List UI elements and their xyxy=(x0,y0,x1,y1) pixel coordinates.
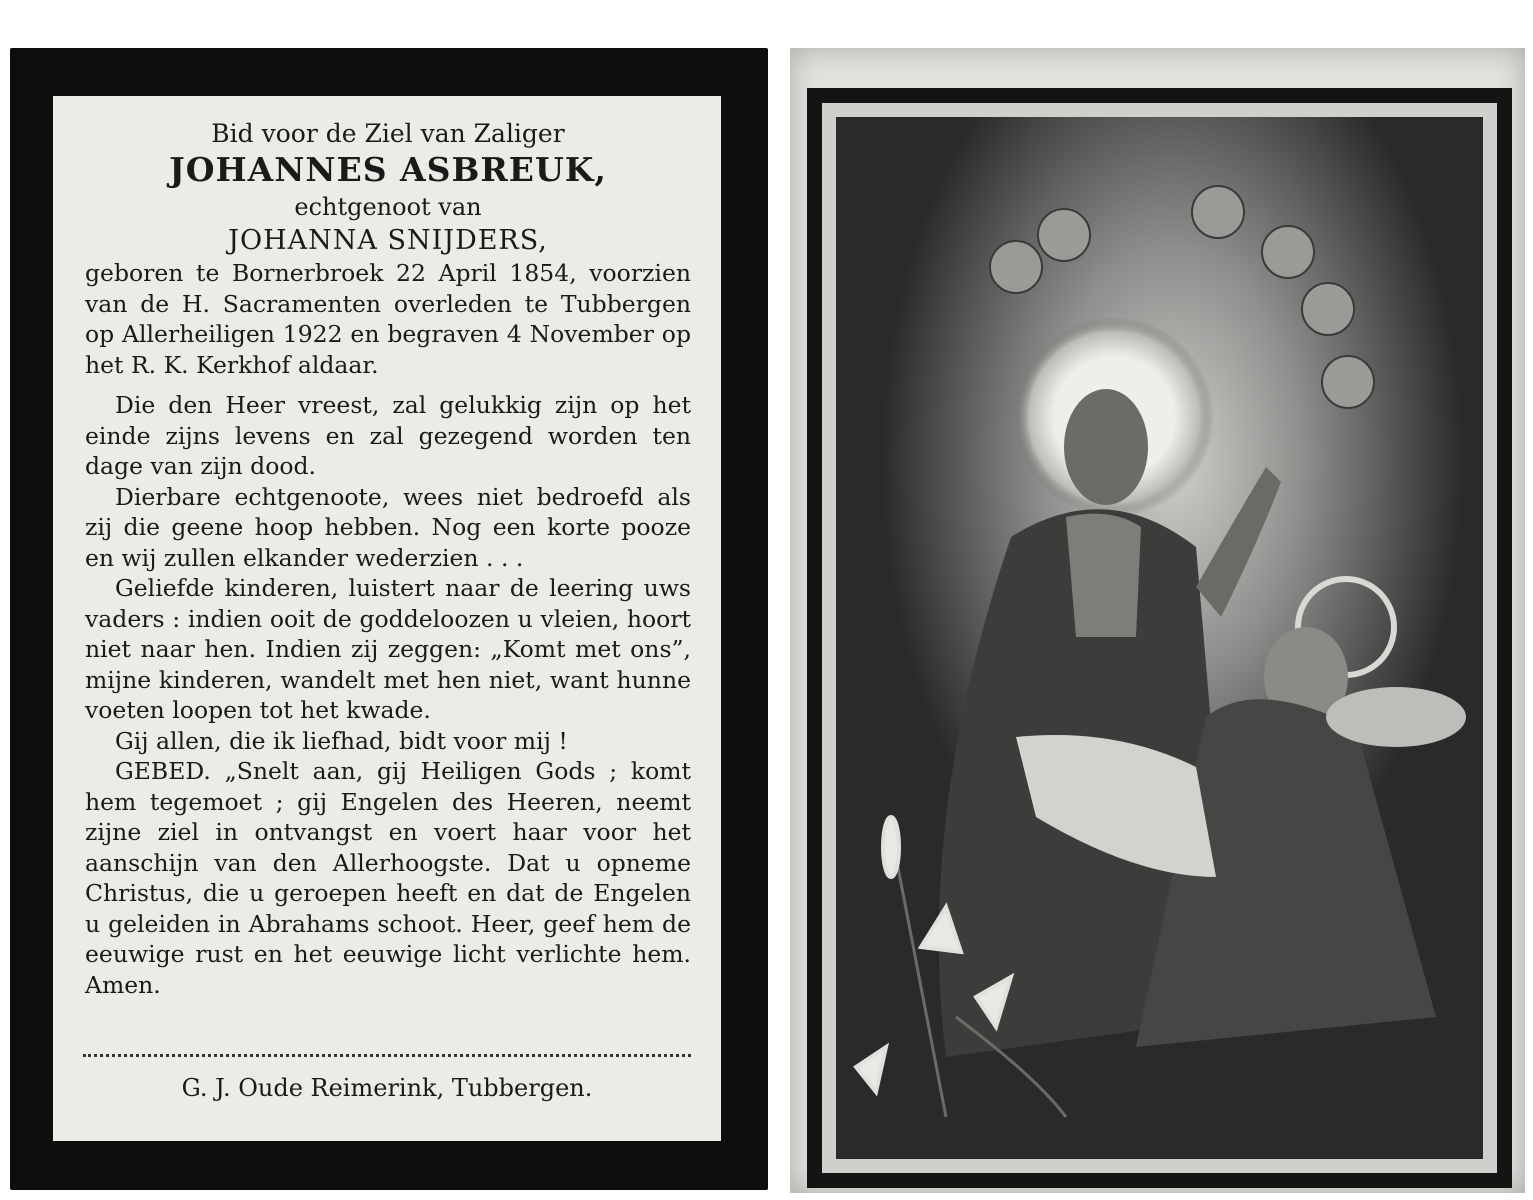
prayer-paragraph: GEBED. „Snelt aan, gij Heiligen Gods ; komt hem tegemoet ; gij Engelen des Heeren, neemt zijne ziel in ontvangst en voert haar voor het aanschijn van den Allerhoogste. Dat u opneme Christus, die u geroepen heeft en dat de Engelen u geleiden in Abrahams schoot. Heer, geef hem de eeuwige rust en het eeuwige licht verlichte hem. Amen. xyxy=(85,757,691,999)
dotted-divider xyxy=(83,1054,691,1057)
verse-paragraph-1: Die den Heer vreest, zal gelukkig zijn op het einde zijns levens en zal gezegend worden ten dage van zijn dood. xyxy=(85,391,691,480)
memorial-card-text-side xyxy=(10,48,768,1190)
memorial-card-image-side xyxy=(790,48,1525,1193)
spouse-name: JOHANNA SNIJDERS, xyxy=(228,225,548,256)
spouse-of-line: echtgenoot van xyxy=(294,193,482,221)
deathbed-scene-illustration xyxy=(836,117,1483,1159)
verse-paragraph-3: Geliefde kinderen, luistert naar de leering uws vaders : indien ooit de goddeloozen u vleien, hoort niet naar hen. Indien zij zeggen: „Komt met ons”, mijne kinderen, wandelt met hen niet, want hunne voeten loopen tot het kwade. xyxy=(85,574,691,724)
image-frame-outer xyxy=(807,88,1512,1188)
bio-paragraph: geboren te Bornerbroek 22 April 1854, voorzien van de H. Sacramenten overleden te Tubbergen op Allerheiligen 1922 en begraven 4 November op het R. K. Kerkhof aldaar. xyxy=(85,259,691,379)
deceased-name: JOHANNES ASBREUK, xyxy=(169,150,607,189)
text-panel xyxy=(53,96,721,1141)
devotional-illustration xyxy=(836,117,1483,1159)
verse-paragraph-4: Gij allen, die ik liefhad, bidt voor mij ! xyxy=(115,726,568,755)
printer-credit: G. J. Oude Reimerink, Tubbergen. xyxy=(181,1074,593,1102)
image-frame-inner xyxy=(822,103,1497,1173)
intro-line: Bid voor de Ziel van Zaliger xyxy=(211,119,565,148)
verse-paragraph-2: Dierbare echtgenoote, wees niet bedroefd als zij die geene hoop hebben. Nog een korte pooze en wij zullen elkander wederzien . . . xyxy=(85,482,691,572)
